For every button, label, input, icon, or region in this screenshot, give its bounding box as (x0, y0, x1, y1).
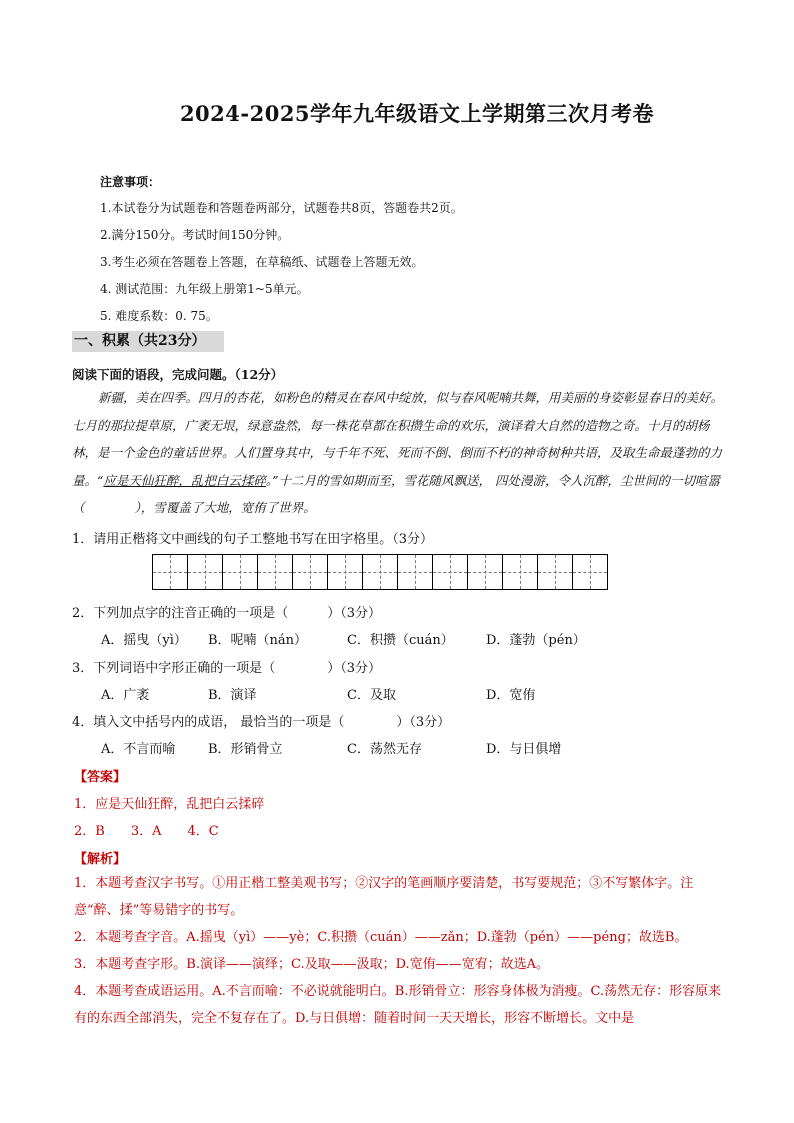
analysis-label: 【解析】 (74, 852, 127, 867)
grid-cell[interactable] (432, 554, 468, 590)
section-heading: 一、积累（共23分） (72, 331, 224, 352)
option-a: A．不言而喻 (101, 742, 176, 757)
option-c: C．荡然无存 (347, 742, 422, 757)
option-c: C．及取 (347, 688, 396, 703)
note-item: 5. 难度系数：0. 75。 (100, 309, 218, 323)
grid-cell[interactable] (537, 554, 573, 590)
option-b: B．呢喃（nán） (208, 633, 308, 648)
option-c: C．积攒（cuán） (347, 633, 454, 648)
question-2: 2．下列加点字的注音正确的一项是（ ）（3分） (72, 606, 382, 621)
question-3: 3．下列词语中字形正确的一项是（ ）（3分） (72, 661, 382, 676)
analysis-item: 1．本题考查汉字书写。①用正楷工整美观书写；②汉字的笔画顺序要清楚，书写要规范；③不写繁体字。注意“醉、揉”等易错字的书写。 (74, 876, 694, 918)
answer-label: 【答案】 (74, 770, 127, 785)
question-1: 1．请用正楷将文中画线的句子工整地书写在田字格里。（3分） (72, 532, 434, 547)
grid-cell[interactable] (152, 554, 188, 590)
answer-line: 1．应是天仙狂醉，乱把白云揉碎 (74, 797, 265, 812)
grid-cell[interactable] (572, 554, 608, 590)
page-title: 2024-2025学年九年级语文上学期第三次月考卷 (179, 101, 655, 126)
grid-cell[interactable] (257, 554, 293, 590)
analysis-item: 4．本题考查成语运用。A.不言而喻：不必说就能明白。B.形销骨立：形容身体极为消瘦。C.荡然无存：形容原来有的东西全部消失，完全不复存在了。D.与日俱增：随着时间一天天增长，形容不断增长。文中是 (74, 984, 722, 1026)
reading-instruction: 阅读下面的语段，完成问题。（12分） (72, 367, 284, 382)
passage-text: 。”十二月的雪如期而至，雪花随风飘送， 四处漫游，令人沉醉，尘世间的一切喧嚣（ ），雪覆盖了大地，宽侑了世界。 (72, 472, 721, 515)
option-a: A．摇曳（yì） (101, 633, 187, 648)
analysis-item: 2．本题考查字音。A.摇曳（yì）——yè；C.积攒（cuán）——zǎn；D.蓬勃（pén）——péng；故选B。 (74, 930, 688, 945)
option-d: D．宽侑 (486, 688, 536, 703)
note-item: 2.满分150分。考试时间150分钟。 (100, 228, 290, 242)
note-item: 1.本试卷分为试题卷和答题卷两部分，试题卷共8页，答题卷共2页。 (100, 201, 463, 215)
grid-cell[interactable] (467, 554, 503, 590)
option-d: D．与日俱增 (486, 742, 562, 757)
analysis-item: 3．本题考查字形。B.演译——演绎；C.及取——汲取；D.宽侑——宽宥；故选A。 (74, 957, 550, 972)
option-b: B．形销骨立 (208, 742, 283, 757)
grid-cell[interactable] (327, 554, 363, 590)
underlined-sentence: 应是天仙狂醉，乱把白云揉碎 (103, 472, 266, 488)
grid-cell[interactable] (502, 554, 538, 590)
passage-text: 新疆，美在四季。四月的杏花，如粉色的精灵在春风中绽放，似与春风呢喃共舞，用美丽的身姿彰显春日的美好。七月的那拉提草原，广袤无垠，绿意盎然，每一株花草都在积攒生命的欢乐，演译着大自然的造物之奇。十月的胡杨林，是一个金色的童话世界。人们置身其中，与千年不死、死而不倒、倒而不朽的神奇树种共语，及取生命最蓬勃的力量。“ (72, 390, 724, 488)
option-d: D．蓬勃（pén） (486, 633, 586, 648)
option-b: B．演译 (208, 688, 257, 703)
grid-cell[interactable] (362, 554, 398, 590)
grid-cell[interactable] (187, 554, 223, 590)
answer-line: 2．B 3．A 4．C (74, 824, 219, 839)
grid-cell[interactable] (397, 554, 433, 590)
note-item: 3.考生必须在答题卷上答题，在草稿纸、试题卷上答题无效。 (100, 255, 424, 269)
notes-heading: 注意事项： (100, 175, 161, 189)
writing-grid[interactable] (153, 554, 608, 590)
reading-passage (72, 384, 724, 522)
grid-cell[interactable] (292, 554, 328, 590)
grid-cell[interactable] (222, 554, 258, 590)
question-4: 4．填入文中括号内的成语， 最恰当的一项是（ ）（3分） (72, 715, 451, 730)
note-item: 4. 测试范围：九年级上册第1~5单元。 (100, 282, 309, 296)
option-a: A．广袤 (101, 688, 150, 703)
